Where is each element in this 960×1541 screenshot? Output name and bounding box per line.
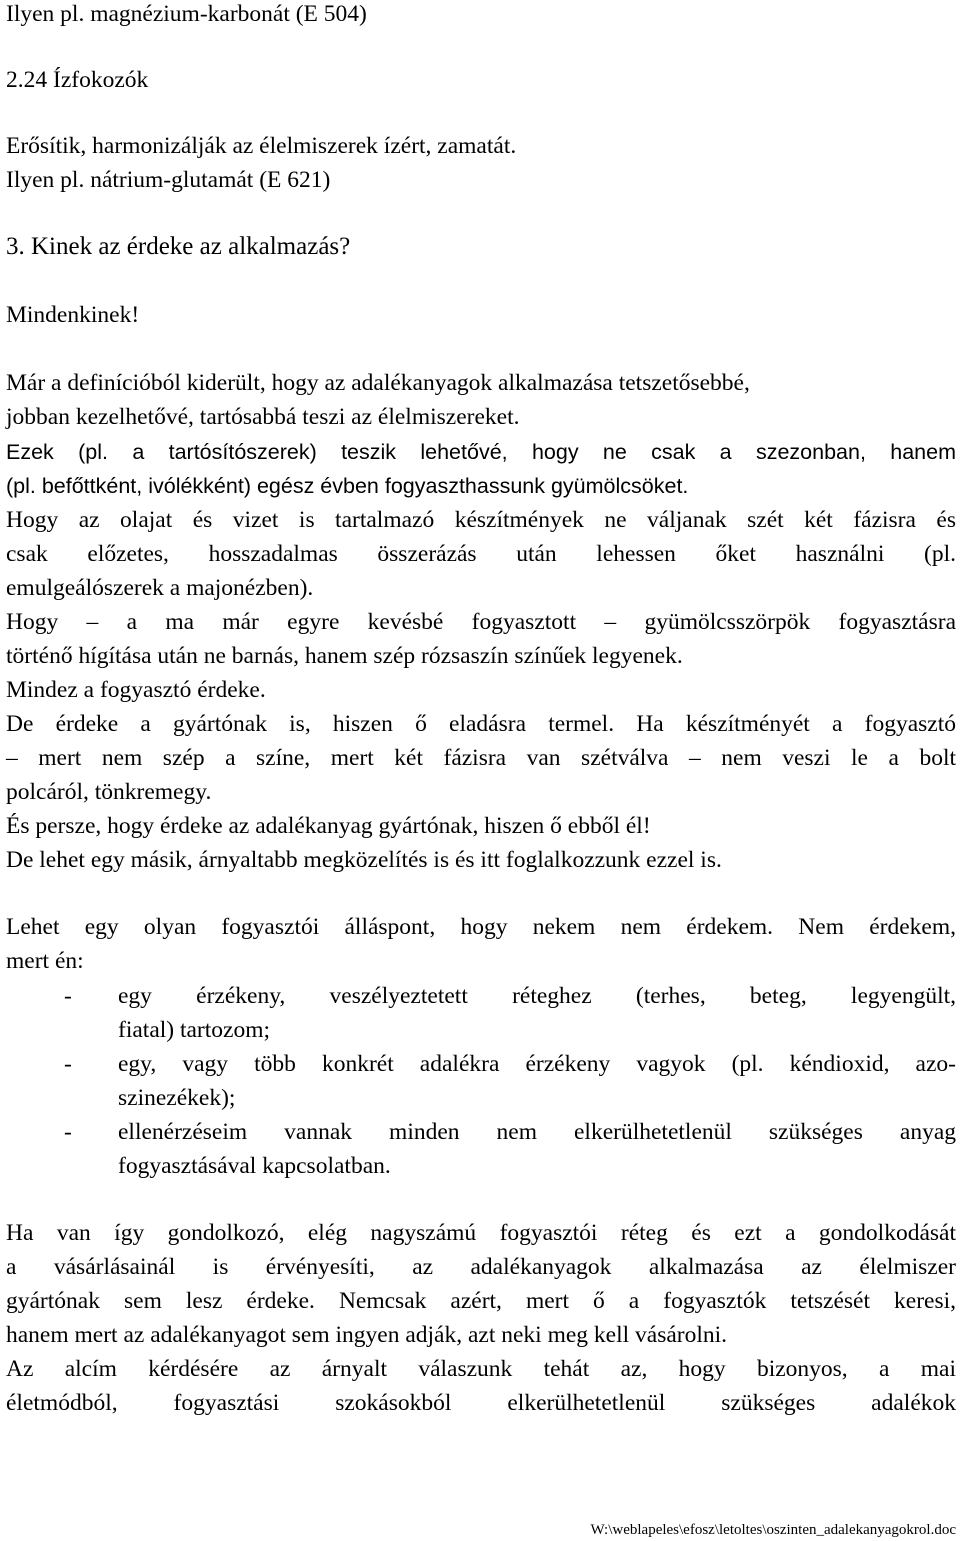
bullet-text: egy érzékeny, veszélyeztetett réteghez (terhes, beteg, legyengült, [118,983,956,1009]
section-heading-3: 3. Kinek az érdeke az alkalmazás? [6,233,351,260]
text-line: De érdeke a gyártónak is, hiszen ő eladásra termel. Ha készítményét a fogyasztó [6,711,956,737]
bullet-text: egy, vagy több konkrét adalékra érzékeny vagyok (pl. kéndioxid, azo- [118,1051,956,1077]
text-line: Hogy az olajat és vizet is tartalmazó készítmények ne váljanak szét két fázisra és [6,507,956,533]
text-line: Ilyen pl. magnézium-karbonát (E 504) [6,1,367,27]
text-line: a vásárlásainál is érvényesíti, az adalékanyagok alkalmazása az élelmiszer [6,1254,956,1280]
bullet-dash: - [64,1051,72,1077]
text-line: életmódból, fogyasztási szokásokból elkerülhetetlenül szükséges adalékok [6,1390,956,1416]
text-line: – mert nem szép a színe, mert két fázisra van szétválva – nem veszi le a bolt [6,745,956,771]
text-line: Ilyen pl. nátrium-glutamát (E 621) [6,167,331,193]
text-line: polcáról, tönkremegy. [6,779,212,805]
bullet-text: fiatal) tartozom; [118,1017,271,1043]
bullet-dash: - [64,1119,72,1145]
text-line: (pl. befőttként, ivólékként) egész évben fogyaszthassunk gyümölcsöket. [6,474,689,498]
text-line: csak előzetes, hosszadalmas összerázás után lehessen őket használni (pl. [6,541,956,567]
text-line: Már a definícióból kiderült, hogy az adalékanyagok alkalmazása tetszetősebbé, [6,370,750,396]
bullet-text: szinezékek); [118,1085,236,1111]
text-line: jobban kezelhetővé, tartósabbá teszi az élelmiszereket. [6,404,520,430]
text-line: Mindenkinek! [6,302,140,328]
text-line: Mindez a fogyasztó érdeke. [6,677,266,703]
text-line: mert én: [6,948,84,974]
text-line: gyártónak sem lesz érdeke. Nemcsak azért, mert ő a fogyasztók tetszését keresi, [6,1288,956,1314]
text-line: De lehet egy másik, árnyaltabb megközelítés is és itt foglalkozzunk ezzel is. [6,847,722,873]
text-line: hanem mert az adalékanyagot sem ingyen adják, azt neki meg kell vásárolni. [6,1322,728,1348]
bullet-text: ellenérzéseim vannak minden nem elkerülhetetlenül szükséges anyag [118,1119,956,1145]
text-line: történő hígítása után ne barnás, hanem szép rózsaszín színűek legyenek. [6,643,683,669]
text-line: Ezek (pl. a tartósítószerek) teszik lehetővé, hogy ne csak a szezonban, hanem [6,440,956,464]
footer-file-path: W:\weblapeles\efosz\letoltes\oszinten_adalekanyagokrol.doc [590,1522,956,1538]
text-line: Az alcím kérdésére az árnyalt válaszunk tehát az, hogy bizonyos, a mai [6,1356,956,1382]
text-line: És persze, hogy érdeke az adalékanyag gyártónak, hiszen ő ebből él! [6,813,651,839]
text-line: Erősítik, harmonizálják az élelmiszerek ízért, zamatát. [6,133,517,159]
text-line: Ha van így gondolkozó, elég nagyszámú fogyasztói réteg és ezt a gondolkodását [6,1220,956,1246]
bullet-text: fogyasztásával kapcsolatban. [118,1153,391,1179]
bullet-dash: - [64,983,72,1009]
text-line: Lehet egy olyan fogyasztói álláspont, hogy nekem nem érdekem. Nem érdekem, [6,914,956,940]
section-heading-2-24: 2.24 Ízfokozók [6,67,149,93]
text-line: Hogy – a ma már egyre kevésbé fogyasztott – gyümölcsszörpök fogyasztásra [6,609,956,635]
text-line: emulgeálószerek a majonézben). [6,575,314,601]
